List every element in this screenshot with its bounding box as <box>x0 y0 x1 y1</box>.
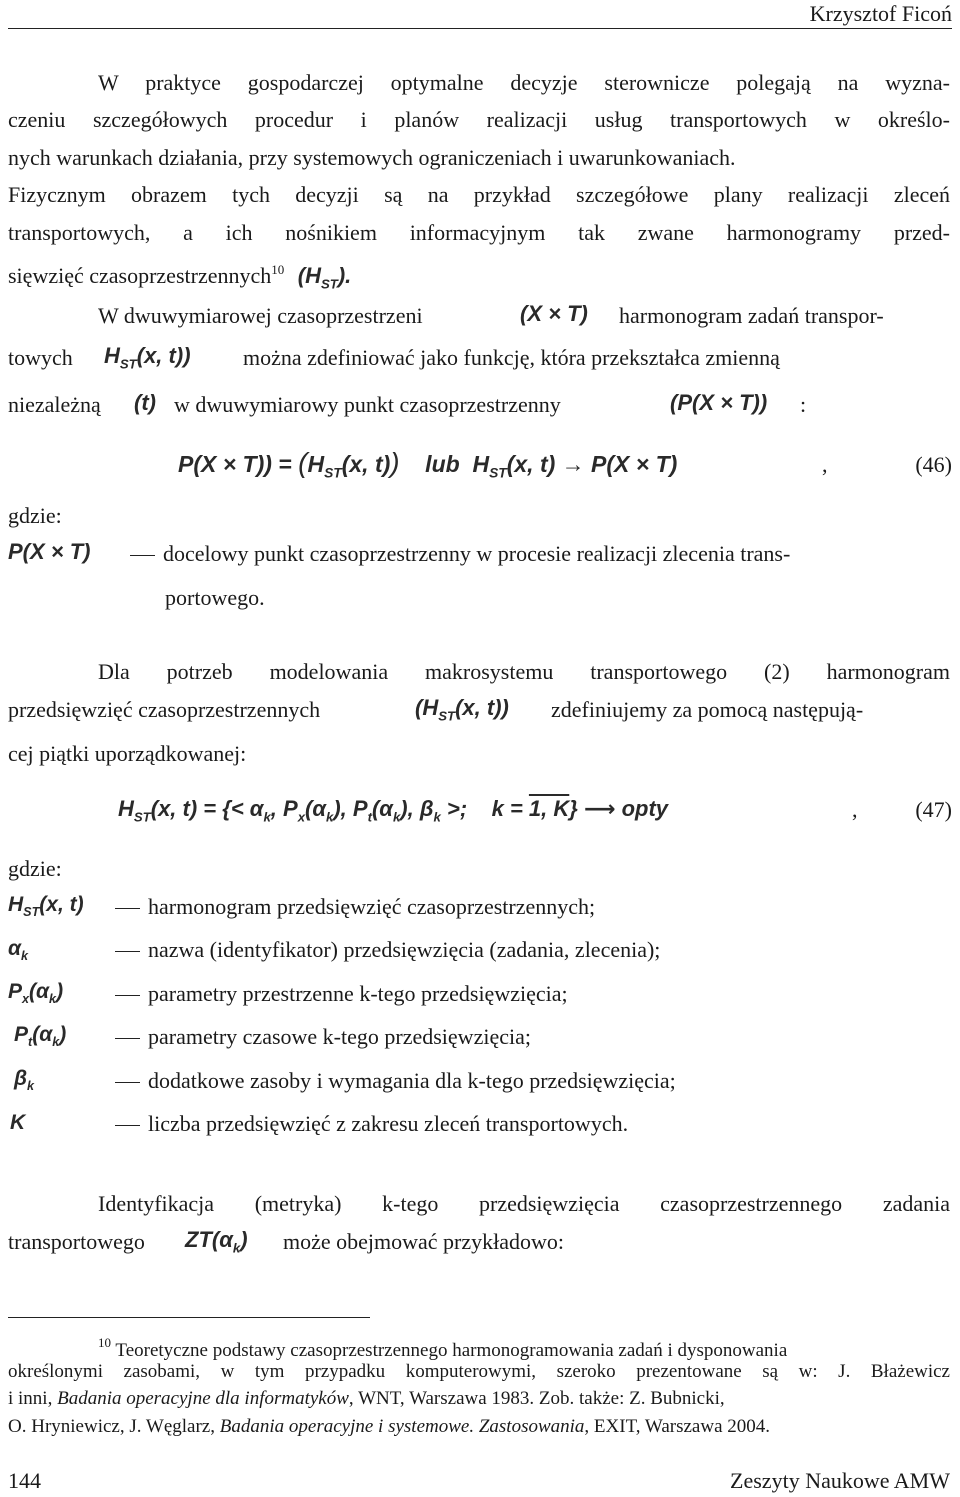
footnote-line-2: określonymi zasobami, w tym przypadku komputerowymi, szeroko prezentowane są w: J. Błażewicz <box>8 1361 950 1382</box>
running-header-author: Krzysztof Ficoń <box>809 1 952 26</box>
footnote-line-4-a: O. Hryniewicz, J. Węglarz, <box>8 1416 215 1437</box>
footnote-line-4 <box>8 1416 770 1438</box>
symbol-p-x-times-t: P(X × T) <box>8 539 91 564</box>
para1-line-5: transportowych, a ich nośnikiem informacyjnym tak zwane harmonogramy przed- <box>8 220 950 245</box>
para1-line-4: Fizycznym obrazem tych decyzji są na przykład szczegółowe plany realizacji zleceń <box>8 182 950 207</box>
para3-line-2-a: przedsięwzięć czasoprzestrzennych <box>8 697 321 722</box>
para2-line-2-a: towych <box>8 345 73 370</box>
footnote-ref: 10 <box>271 262 285 277</box>
formula-hst-xt-2: ($H_{ST}(x$, t)) <box>415 695 509 724</box>
gdzie2-item-2 <box>115 937 660 963</box>
formula-hst-xt-1: $H_{ST}(x$, t)) <box>104 343 191 372</box>
para1-line-3: nych warunkach działania, przy systemowych ograniczeniach i uwarunkowaniach. <box>8 145 736 170</box>
gdzie-label-1: gdzie: <box>8 503 62 528</box>
em-dash <box>115 908 140 909</box>
em-dash <box>130 555 155 556</box>
para2-line-3-a: niezależną <box>8 392 101 417</box>
footnote-line-1-text: Teoretyczne podstawy czasoprzestrzennego harmonogramowania zadań i dysponowania <box>115 1340 788 1361</box>
footnote-line-3 <box>8 1388 725 1410</box>
symbol-hst-xt: $H_{ST}(x$, t) <box>8 893 84 920</box>
em-dash <box>115 1038 140 1039</box>
symbol-beta-k: $\beta_k$ <box>14 1067 35 1094</box>
em-dash <box>115 995 140 996</box>
footnote-line-3-b: , WNT, Warszawa 1983. Zob. także: Z. Bubnicki, <box>348 1388 725 1409</box>
para4-line-2-a: transportowego <box>8 1229 145 1254</box>
footnote-book-title-2: Badania operacyjne i systemowe. Zastosowania <box>219 1416 585 1437</box>
footer-journal: Zeszyty Naukowe AMW <box>730 1468 950 1493</box>
equation-47-comma: , <box>852 797 858 822</box>
para2-line-1-a: W dwuwymiarowej czasoprzestrzeni <box>98 303 423 328</box>
para1-line-1: W praktyce gospodarczej optymalne decyzje sterownicze polegają na wyzna- <box>98 70 950 95</box>
em-dash <box>115 1082 140 1083</box>
symbol-pt-alpha-k: $P_t(\alpha_k)$ <box>14 1023 67 1050</box>
para4-line-2-b: może obejmować przykładowo: <box>283 1229 565 1254</box>
gdzie2-item-6-text: liczba przedsięwzięć z zakresu zleceń transportowych. <box>148 1111 629 1136</box>
definition-1-line-2: portowego. <box>165 585 265 610</box>
header-rule <box>8 28 952 29</box>
formula-hst-inline: $(H_{ST})$. <box>297 263 352 292</box>
footnote-line-1 <box>98 1332 787 1362</box>
para3-line-1: Dla potrzeb modelowania makrosystemu transportowego (2) harmonogram <box>98 659 950 684</box>
gdzie2-item-1-text: harmonogram przedsięwzięć czasoprzestrzennych; <box>148 894 596 919</box>
footnote-line-3-a: i inni, <box>8 1388 53 1409</box>
footnote-book-title-1: Badania operacyjne dla informatyków <box>57 1388 349 1409</box>
footnote-rule <box>8 1317 370 1318</box>
symbol-k: K <box>10 1111 26 1134</box>
page-number: 144 <box>8 1468 41 1493</box>
para4-line-1: Identyfikacja (metryka) k-tego przedsięwzięcia czasoprzestrzennego zadania <box>98 1191 950 1216</box>
footnote-line-4-b: , EXIT, Warszawa 2004. <box>584 1416 771 1437</box>
formula-zt-alpha-k: $ZT(\alpha_k)$ <box>185 1227 248 1256</box>
para1-line-6 <box>8 257 351 297</box>
para2-line-3-b: w dwuwymiarowy punkt czasoprzestrzenny <box>174 392 561 417</box>
gdzie2-item-3 <box>115 981 568 1007</box>
em-dash <box>115 1125 140 1126</box>
gdzie2-item-5-text: dodatkowe zasoby i wymagania dla k-tego przedsięwzięcia; <box>148 1068 676 1093</box>
para3-line-2-b: zdefiniujemy za pomocą następują- <box>551 697 864 722</box>
symbol-alpha-k: $\alpha_k$ <box>8 937 29 964</box>
em-dash <box>115 951 140 952</box>
para1-line-2: czeniu szczegółowych procedur i planów realizacji usług transportowych w określo- <box>8 107 950 132</box>
equation-46-comma: , <box>822 452 828 477</box>
gdzie2-item-4-text: parametry czasowe k-tego przedsięwzięcia; <box>148 1024 531 1049</box>
equation-47-number: (47) <box>915 797 952 822</box>
para2-line-2-b: można zdefiniować jako funkcję, która przekształca zmienną <box>243 345 780 370</box>
gdzie2-item-5 <box>115 1068 676 1094</box>
para1-last-text: sięwzięć czasoprzestrzennych <box>8 263 272 288</box>
formula-x-times-t: (X × T) <box>520 301 588 326</box>
gdzie-label-2: gdzie: <box>8 856 62 881</box>
gdzie2-item-1 <box>115 894 595 920</box>
formula-t: (t) <box>134 390 156 415</box>
symbol-px-alpha-k: $P_x(\alpha_k)$ <box>8 980 64 1007</box>
equation-46: $P(X \times T)) = (H_{ST}(x$, t)) lub $H_{ST}(x$, t) → P(X × T) <box>178 447 678 481</box>
footnote-number: 10 <box>98 1335 111 1350</box>
equation-47: $H_{ST}(x$, t) = {< $\alpha_k$, $P_x(\alpha_k)$, $P_t(\alpha_k)$, $\beta_k$ >; k = 1, K} ⟶ opty <box>118 796 669 825</box>
gdzie2-item-6 <box>115 1111 628 1137</box>
gdzie2-item-4 <box>115 1024 531 1050</box>
definition-1-text: docelowy punkt czasoprzestrzenny w procesie realizacji zlecenia trans- <box>163 541 791 566</box>
gdzie2-item-3-text: parametry przestrzenne k-tego przedsięwzięcia; <box>148 981 568 1006</box>
para2-line-1-b: harmonogram zadań transpor- <box>619 303 884 328</box>
gdzie2-item-2-text: nazwa (identyfikator) przedsięwzięcia (zadania, zlecenia); <box>148 937 661 962</box>
formula-p-x-times-t: (P(X × T)) <box>670 390 768 415</box>
para2-line-3-c: : <box>800 392 807 417</box>
definition-1-line-1 <box>130 541 790 567</box>
para3-line-3: cej piątki uporządkowanej: <box>8 741 247 766</box>
equation-46-number: (46) <box>915 452 952 477</box>
